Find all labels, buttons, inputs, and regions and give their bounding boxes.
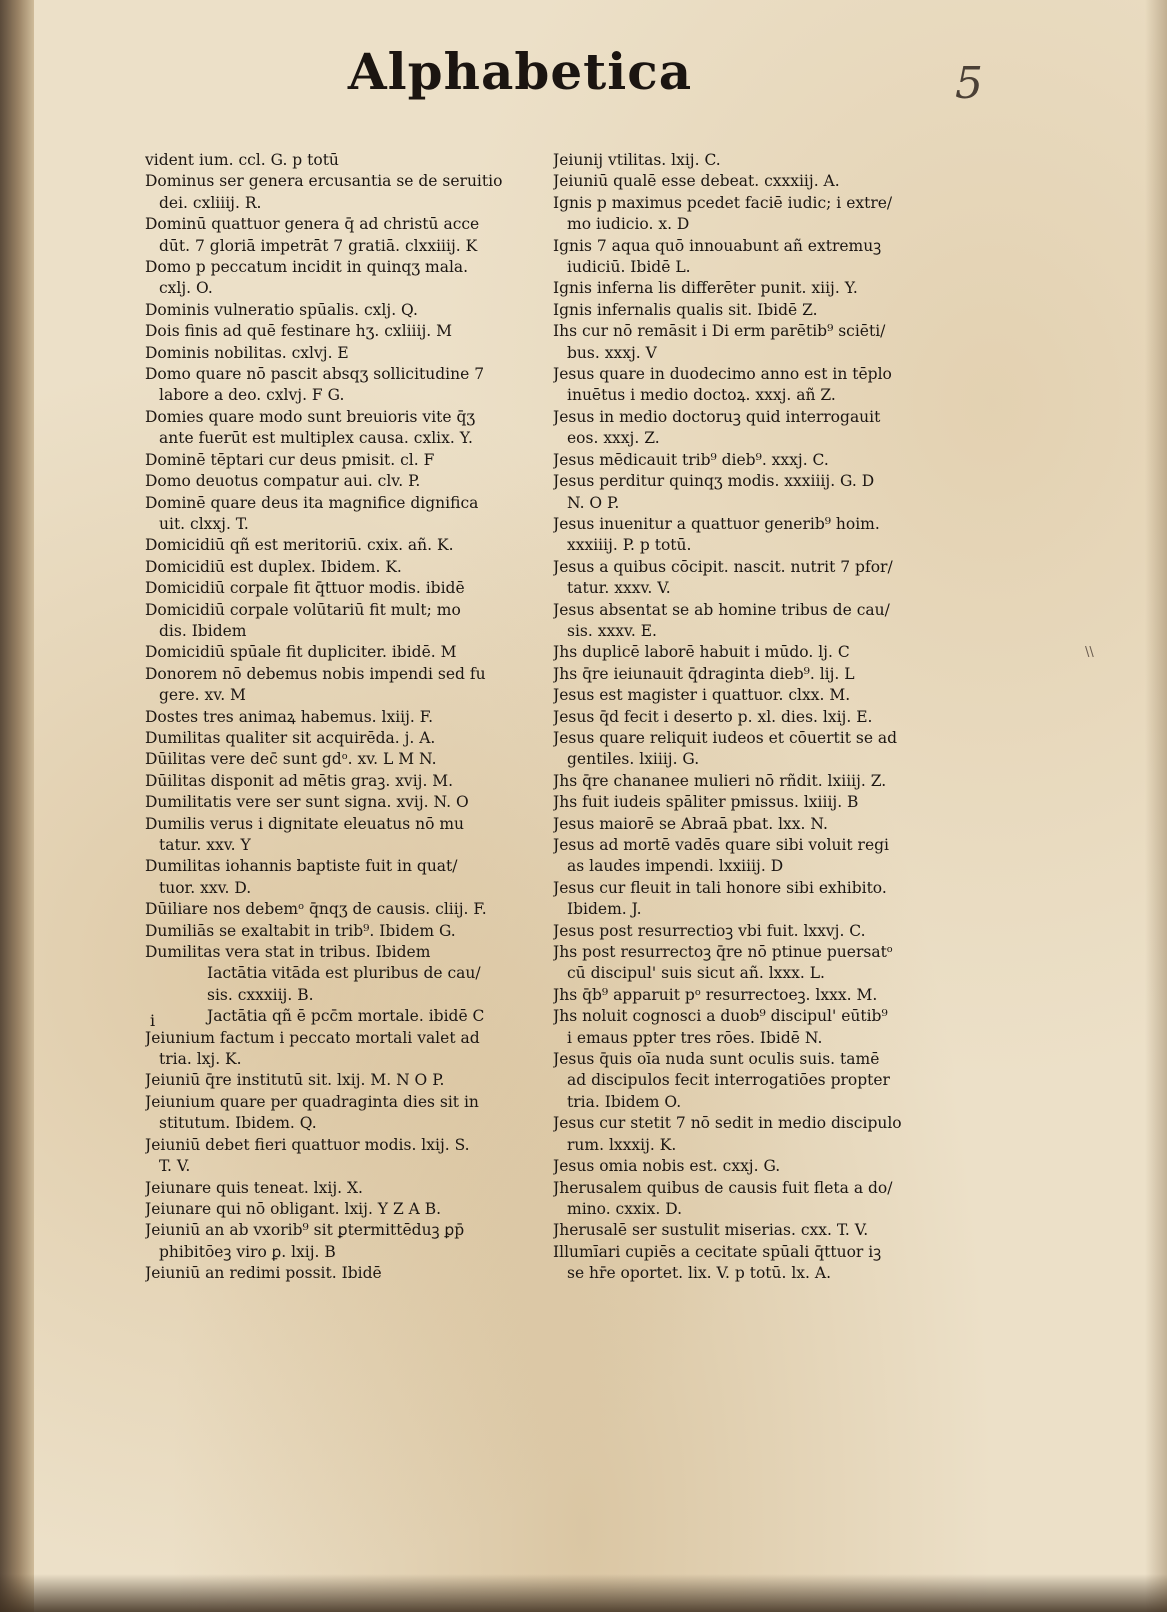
folio-number: 5 [955, 58, 983, 109]
index-entry-line: tatur. xxxv. V. [567, 579, 671, 598]
index-entry-line: Domicidiū spūale fit dupliciter. ibidē. M [145, 643, 457, 662]
index-entry-line: uit. clxxj. T. [159, 514, 249, 533]
index-entry-line: Jeiunare quis teneat. lxij. X. [145, 1178, 363, 1197]
index-entry-line: Jesus quare reliquit iudeos et cōuertit se ad [553, 728, 898, 747]
pen-mark: \\ [1085, 645, 1094, 660]
index-entry-line: bus. xxxj. V [567, 343, 657, 362]
index-entry-line: Ignis 7 aqua quō innouabunt añ extremuꝫ [553, 236, 882, 255]
index-entry-line: labore a deo. cxlvj. F G. [159, 386, 345, 405]
index-entry-line: Jactātia qñ ē pcc̄m mortale. ibidē C [207, 1007, 485, 1026]
index-entry-line: Jesus q̄uis oīa nuda sunt oculis suis. tamē [553, 1050, 880, 1069]
index-entry-line: Iactātia vitāda est pluribus de cau/ [207, 964, 481, 983]
index-entry-line: Jeiuniū an ab vxorib⁹ sit ꝑtermittēduꝫ ꝑp̄ [145, 1221, 465, 1240]
index-entry-line: Jesus a quibus cōcipit. nascit. nutrit 7 pfor/ [553, 557, 893, 576]
index-entry-line: vident ium. ccl. G. p totū [145, 151, 339, 169]
index-entry-line: Dominis vulneratio spūalis. cxlj. Q. [145, 300, 418, 319]
index-entry-line: eos. xxxj. Z. [567, 429, 660, 448]
index-entry-line: Ignis inferna lis differēter punit. xiij. Y. [553, 279, 858, 298]
index-entry-line: Dominū quattuor genera q̄ ad christū acce [145, 215, 480, 234]
index-entry-line: phibitōeꝫ viro ꝑ. lxij. B [159, 1242, 336, 1261]
index-entry-line: Jesus inuenitur a quattuor generib⁹ hoim. [553, 514, 880, 533]
index-entry-line: Ihs cur nō remāsit i Di erm parētib⁹ sciēti/ [553, 322, 886, 341]
index-entry-line: gere. xv. M [159, 686, 246, 705]
index-entry-line: gentiles. lxiiij. G. [567, 750, 700, 769]
index-entry-line: Jesus omia nobis est. cxxj. G. [553, 1157, 781, 1176]
index-entry-line: Domicidiū qñ est meritoriū. cxix. añ. K. [145, 536, 454, 555]
index-entry-line: ad discipulos fecit interrogatiōes propter [567, 1071, 890, 1090]
index-entry-line: Jesus in medio doctoruꝫ quid interrogauit [553, 407, 881, 426]
index-entry-line: Dois finis ad quē festinare hʒ. cxliiij. M [145, 322, 453, 341]
index-entry-line: Dumilitatis vere ser sunt signa. xvij. N. O [145, 793, 469, 812]
index-entry-line: Domicidiū corpale volūtariū fit mult; mo [145, 600, 461, 619]
index-entry-line: Dūiliare nos debemᵒ q̄nqʒ de causis. cliij. F. [145, 900, 487, 919]
index-entry-line: cxlj. O. [159, 279, 213, 298]
index-entry-line: Jesus est magister i quattuor. clxx. M. [553, 686, 851, 705]
index-entry-line: mino. cxxix. D. [567, 1199, 683, 1218]
binding-gutter [0, 0, 34, 1612]
index-entry-line: tatur. xxv. Y [159, 836, 251, 854]
index-entry-line: N. O P. [567, 493, 620, 512]
index-entry-line: Dūilitas vere dec̄ sunt gdᵒ. xv. L M N. [145, 750, 437, 769]
index-entry-line: Dūilitas disponit ad mētis graꝫ. xvij. M. [145, 771, 454, 790]
index-entry-line: Jesus perditur quinqʒ modis. xxxiiij. G. D [553, 472, 875, 491]
index-entry-line: Donorem nō debemus nobis impendi sed fu [145, 664, 486, 683]
index-entry-line: Ibidem. J. [567, 900, 642, 919]
index-entry-line: Jesus q̄d fecit i deserto p. xl. dies. lxij. E. [553, 707, 873, 726]
index-entry-line: Jhs duplicē laborē habuit i mūdo. lj. C [553, 643, 850, 662]
index-entry-line: Jeiunij vtilitas. lxij. C. [553, 151, 721, 169]
index-entry-line: tria. Ibidem O. [567, 1092, 682, 1111]
index-entry-line: Ignis infernalis qualis sit. Ibidē Z. [553, 300, 818, 319]
index-entry-line: Jesus cur fleuit in tali honore sibi exhibito. [553, 878, 887, 897]
index-entry-line: Domicidiū corpale fit q̄ttuor modis. ibidē [145, 579, 465, 598]
index-entry-line: Jesus maiorē se Abraā pbat. lxx. N. [553, 814, 828, 833]
index-entry-line: Jesus ad mortē vadēs quare sibi voluit regi [553, 836, 890, 854]
page-bottom-edge [0, 1574, 1167, 1612]
index-entry-line: Dumiliās se exaltabit in trib⁹. Ibidem G. [145, 921, 456, 940]
index-entry-line: Jeiunium quare per quadraginta dies sit in [145, 1092, 479, 1111]
index-entry-line: Dostes tres animaꝝ habemus. lxiij. F. [145, 707, 434, 726]
index-column-left [145, 150, 525, 1285]
index-entry-line: Jesus mēdicauit trib⁹ dieb⁹. xxxj. C. [553, 450, 829, 469]
index-entry-line: Domo deuotus compatur aui. clv. P. [145, 472, 421, 491]
index-entry-line: Dumilis verus i dignitate eleuatus nō mu [145, 814, 465, 833]
index-entry-line: rum. lxxxij. K. [567, 1135, 677, 1154]
index-entry-line: tuor. xxv. D. [159, 878, 252, 897]
index-entry-line: Jesus post resurrectioꝫ vbi fuit. lxxvj. C. [553, 921, 866, 940]
index-entry-line: stitutum. Ibidem. Q. [159, 1114, 317, 1133]
index-entry-line: Jesus absentat se ab homine tribus de cau/ [553, 600, 890, 619]
index-entry-line: se hr̄e oportet. lix. V. p totū. lx. A. [567, 1264, 832, 1283]
index-entry-line: Dominē quare deus ita magnifice dignifica [145, 493, 479, 512]
index-entry-line: dei. cxliiij. R. [159, 193, 262, 212]
index-entry-line: sis. xxxv. E. [567, 621, 657, 640]
index-entry-line: T. V. [159, 1157, 191, 1176]
index-entry-line: Ignis p maximus pcedet faciē iudic; i extre/ [553, 193, 893, 212]
running-title: Alphabetica [347, 42, 693, 101]
margin-letter: i [150, 1011, 156, 1030]
index-entry-line: Jeiuniū an redimi possit. Ibidē [145, 1264, 382, 1283]
index-entry-line: Jhs noluit cognosci a duob⁹ discipul' eūtib⁹ [553, 1007, 888, 1026]
index-entry-line: Jhs post resurrectoꝫ q̄re nō ptinue puersatᵒ [553, 943, 893, 962]
index-entry-line: Jesus cur stetit 7 nō sedit in medio discipulo [553, 1114, 902, 1133]
index-entry-line: Domicidiū est duplex. Ibidem. K. [145, 557, 402, 576]
index-entry-line: Illumīari cupiēs a cecitate spūali q̄ttuor iꝫ [553, 1242, 882, 1261]
index-entry-line: Domies quare modo sunt breuioris vite q̄ʒ [145, 407, 476, 426]
index-entry-line: Dumilitas qualiter sit acquirēda. j. A. [145, 728, 436, 747]
index-entry-line: Dominus ser genera ercusantia se de seruitio [145, 172, 503, 191]
index-entry-line: Jhs fuit iudeis spāliter pmissus. lxiiij. B [553, 793, 859, 812]
index-entry-line: Jherusalem quibus de causis fuit fleta a do/ [553, 1178, 893, 1197]
index-entry-line: Dominis nobilitas. cxlvj. E [145, 343, 349, 362]
index-entry-line: tria. lxj. K. [159, 1050, 242, 1069]
index-entry-line: Jhs q̄b⁹ apparuit pᵒ resurrectoeꝫ. lxxx. M. [553, 985, 878, 1004]
index-entry-line: Jhs q̄re chananee mulieri nō rñdit. lxiiij. Z. [553, 771, 887, 790]
index-entry-line: Jeiuniū q̄re institutū sit. lxij. M. N O P. [145, 1071, 445, 1090]
index-entry-line: Domo quare nō pascit absqʒ sollicitudine 7 [145, 365, 485, 384]
index-entry-line: dūt. 7 gloriā impetrāt 7 gratiā. clxxiiij. K [159, 236, 478, 255]
index-entry-line: sis. cxxxiij. B. [207, 985, 314, 1004]
index-column-right [553, 150, 948, 1285]
index-entry-line: Domo p peccatum incidit in quinqʒ mala. [145, 258, 469, 277]
index-entry-line: Jeiuniū qualē esse debeat. cxxxiij. A. [553, 172, 840, 191]
index-entry-line: mo iudicio. x. D [567, 215, 690, 234]
index-entry-line: ante fuerūt est multiplex causa. cxlix. Y. [159, 429, 473, 448]
index-entry-line: inuētus i medio doctoꝝ. xxxj. añ Z. [567, 386, 836, 405]
index-entry-line: xxxiiij. P. p totū. [567, 536, 692, 555]
page-edge-shadow [1145, 0, 1167, 1612]
index-entry-line: i emaus ppter tres rōes. Ibidē N. [567, 1028, 823, 1047]
index-entry-line: Jherusalē ser sustulit miserias. cxx. T. V. [553, 1221, 869, 1240]
index-entry-line: iudiciū. Ibidē L. [567, 258, 691, 277]
index-entry-line: dis. Ibidem [159, 621, 247, 640]
index-entry-line: as laudes impendi. lxxiiij. D [567, 857, 784, 876]
index-entry-line: Jeiuniū debet fieri quattuor modis. lxij. S. [145, 1135, 470, 1154]
index-entry-line: Jeiunium factum i peccato mortali valet ad [145, 1028, 480, 1047]
index-entry-line: Dumilitas iohannis baptiste fuit in quat/ [145, 857, 458, 876]
index-entry-line: Jeiunare qui nō obligant. lxij. Y Z A B. [145, 1199, 442, 1218]
index-entry-line: Jhs q̄re ieiunauit q̄draginta dieb⁹. lij. L [553, 664, 855, 683]
index-entry-line: Jesus quare in duodecimo anno est in tēplo [553, 365, 892, 384]
index-entry-line: cū discipul' suis sicut añ. lxxx. L. [567, 964, 825, 983]
index-entry-line: Dumilitas vera stat in tribus. Ibidem [145, 943, 431, 962]
index-entry-line: Dominē tēptari cur deus pmisit. cl. F [145, 450, 435, 469]
